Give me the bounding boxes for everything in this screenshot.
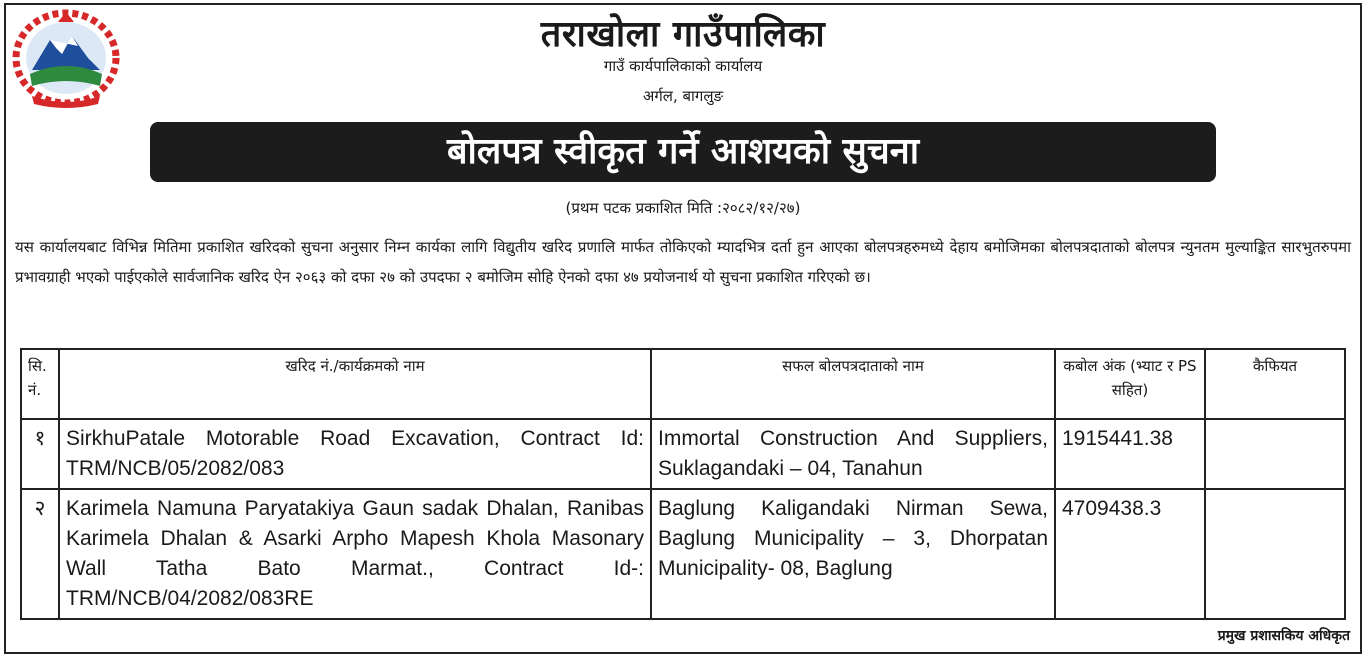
table-header-row bbox=[21, 349, 1345, 419]
row-bid-amount: 1915441.38 bbox=[1055, 419, 1205, 489]
header-serial-number: सि. नं. bbox=[21, 349, 59, 419]
intro-paragraph: यस कार्यालयबाट विभिन्न मितिमा प्रकाशित खरिदको सुचना अनुसार निम्न कार्यका लागि विद्युतीय खरिद प्रणालि मार्फत तोकिएको म्यादभित्र दर्ता हुन आएका बोलपत्रहरुमध्ये देहाय बमोजिमका बोलपत्रदाताको बोलपत्र न्युनतम मुल्याङ्कित सारभुतरुपमा प्रभावग्राही भएको पाईएकोले सार्वजानिक खरिद ऐन २०६३ को दफा २७ को उपदफा २ बमोजिम सोहि ऐनको दफा ४७ प्रयोजनार्थ यो सुचना प्रकाशित गरिएको छ। bbox=[15, 238, 1351, 286]
row-procurement-name: Karimela Namuna Paryatakiya Gaun sadak Dhalan, Ranibas Karimela Dhalan & Asarki Arpho Mapesh Khola Masonary Wall Tatha Bato Marmat., Contract Id-: TRM/NCB/04/2082/083RE bbox=[59, 489, 651, 619]
header-remarks: कैफियत bbox=[1205, 349, 1345, 419]
notice-title-banner: बोलपत्र स्वीकृत गर्ने आशयको सुचना bbox=[150, 122, 1216, 182]
signatory-title: प्रमुख प्रशासकिय अधिकृत bbox=[1217, 628, 1350, 644]
table-row bbox=[21, 489, 1345, 619]
row-bidder-name: Immortal Construction And Suppliers, Suklagandaki – 04, Tanahun bbox=[651, 419, 1055, 489]
row-procurement-name: SirkhuPatale Motorable Road Excavation, Contract Id: TRM/NCB/05/2082/083 bbox=[59, 419, 651, 489]
row-bidder-name: Baglung Kaligandaki Nirman Sewa, Baglung Municipality – 3, Dhorpatan Municipality- 08, Baglung bbox=[651, 489, 1055, 619]
row-serial-number: १ bbox=[21, 419, 59, 489]
header-bidder-name: सफल बोलपत्रदाताको नाम bbox=[651, 349, 1055, 419]
publication-date: (प्रथम पटक प्रकाशित मिति :२०८२/१२/२७) bbox=[565, 199, 801, 217]
row-serial-number: २ bbox=[21, 489, 59, 619]
award-table bbox=[20, 348, 1346, 620]
row-bid-amount: 4709438.3 bbox=[1055, 489, 1205, 619]
row-remarks bbox=[1205, 489, 1345, 619]
header-bid-amount: कबोल अंक (भ्याट र PS सहित) bbox=[1055, 349, 1205, 419]
table-row bbox=[21, 419, 1345, 489]
office-name: गाउँ कार्यपालिकाको कार्यालय bbox=[603, 57, 763, 75]
office-address: अर्गल, बागलुङ bbox=[642, 87, 724, 105]
org-name: तराखोला गाउँपालिका bbox=[540, 14, 826, 55]
header-procurement-name: खरिद नं./कार्यक्रमको नाम bbox=[59, 349, 651, 419]
row-remarks bbox=[1205, 419, 1345, 489]
